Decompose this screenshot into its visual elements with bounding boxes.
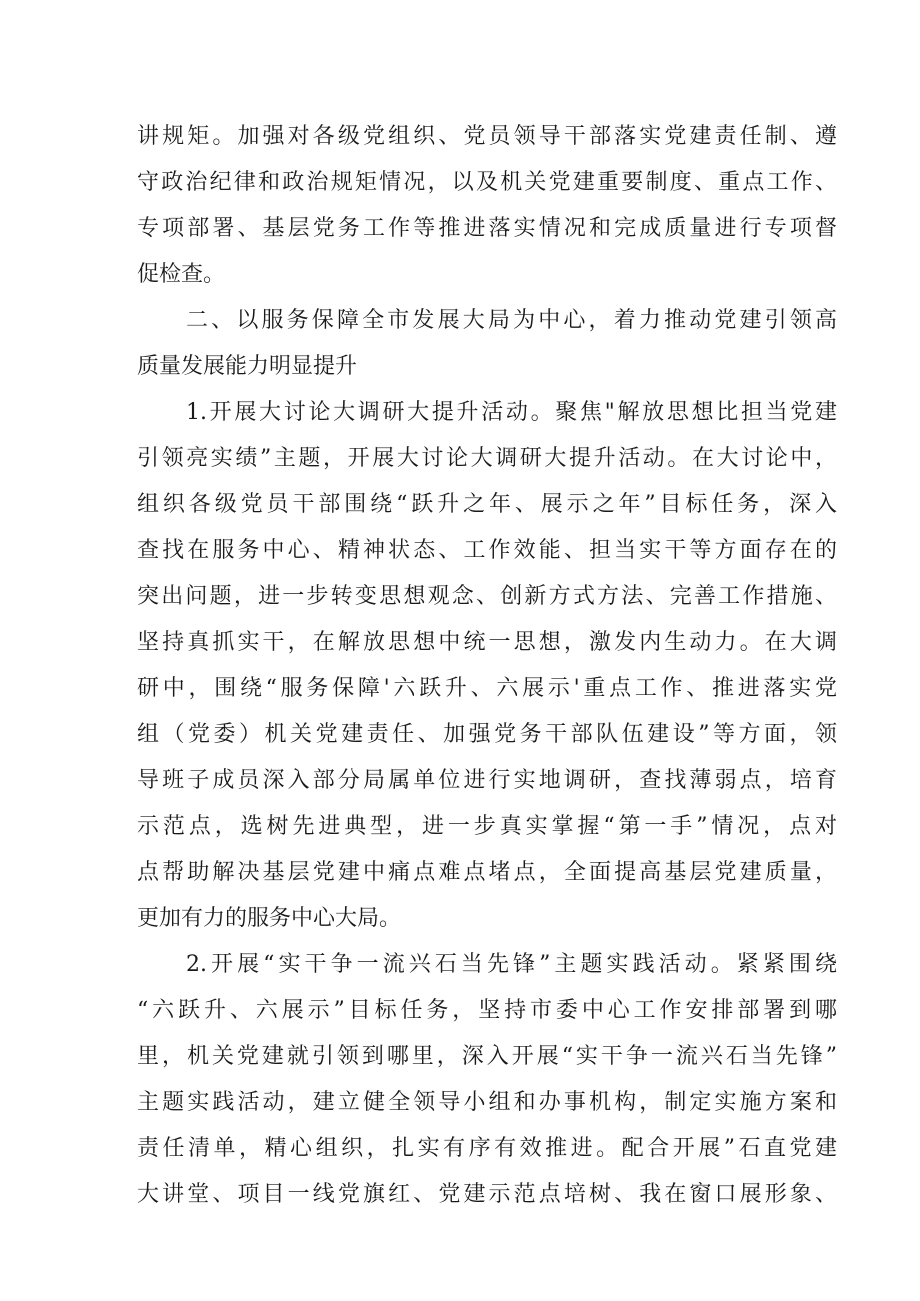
paragraph-line: 讲规矩。加强对各级党组织、党员领导干部落实党建责任制、遵 (137, 124, 837, 149)
paragraph-line: 导班子成员深入部分局属单位进行实地调研，查找薄弱点，培育 (137, 768, 837, 793)
paragraph-line: 研中，围绕“服务保障'六跃升、六展示'重点工作、推进落实党 (137, 676, 837, 701)
paragraph-line: 示范点，选树先进典型，进一步真实掌握“第一手”情况，点对 (137, 814, 837, 839)
paragraph-line: 促检查。 (137, 262, 226, 287)
paragraph-line: 专项部署、基层党务工作等推进落实情况和完成质量进行专项督 (137, 216, 837, 241)
paragraph-line: 坚持真抓实干，在解放思想中统一思想，激发内生动力。在大调 (137, 630, 837, 655)
paragraph-line: 里，机关党建就引领到哪里，深入开展“实干争一流兴石当先锋” (137, 1044, 837, 1069)
paragraph-line: 1.开展大讨论大调研大提升活动。聚焦"解放思想比担当党建 (186, 400, 837, 425)
paragraph-line: 主题实践活动，建立健全领导小组和办事机构，制定实施方案和 (137, 1090, 837, 1115)
paragraph-line: 查找在服务中心、精神状态、工作效能、担当实干等方面存在的 (137, 538, 837, 563)
paragraph-line: 大讲堂、项目一线党旗红、党建示范点培树、我在窗口展形象、 (137, 1182, 837, 1207)
paragraph-line: 守政治纪律和政治规矩情况，以及机关党建重要制度、重点工作、 (137, 170, 837, 195)
paragraph-line: 2.开展“实干争一流兴石当先锋”主题实践活动。紧紧围绕 (186, 952, 837, 977)
paragraph-line: 组（党委）机关党建责任、加强党务干部队伍建设”等方面，领 (137, 722, 837, 747)
paragraph-line: 点帮助解决基层党建中痛点难点堵点，全面提高基层党建质量， (137, 860, 837, 885)
section-heading-line: 二、以服务保障全市发展大局为中心，着力推动党建引领高 (186, 308, 837, 333)
paragraph-line: 更加有力的服务中心大局。 (137, 906, 402, 931)
section-heading-line: 质量发展能力明显提升 (137, 354, 358, 379)
paragraph-line: 突出问题，进一步转变思想观念、创新方式方法、完善工作措施、 (137, 584, 837, 609)
paragraph-line: 组织各级党员干部围绕“跃升之年、展示之年”目标任务，深入 (137, 492, 837, 517)
paragraph-line: “六跃升、六展示”目标任务，坚持市委中心工作安排部署到哪 (137, 998, 837, 1023)
paragraph-line: 引领亮实绩”主题，开展大讨论大调研大提升活动。在大讨论中， (137, 446, 837, 471)
paragraph-line: 责任清单，精心组织，扎实有序有效推进。配合开展”石直党建 (137, 1136, 837, 1161)
